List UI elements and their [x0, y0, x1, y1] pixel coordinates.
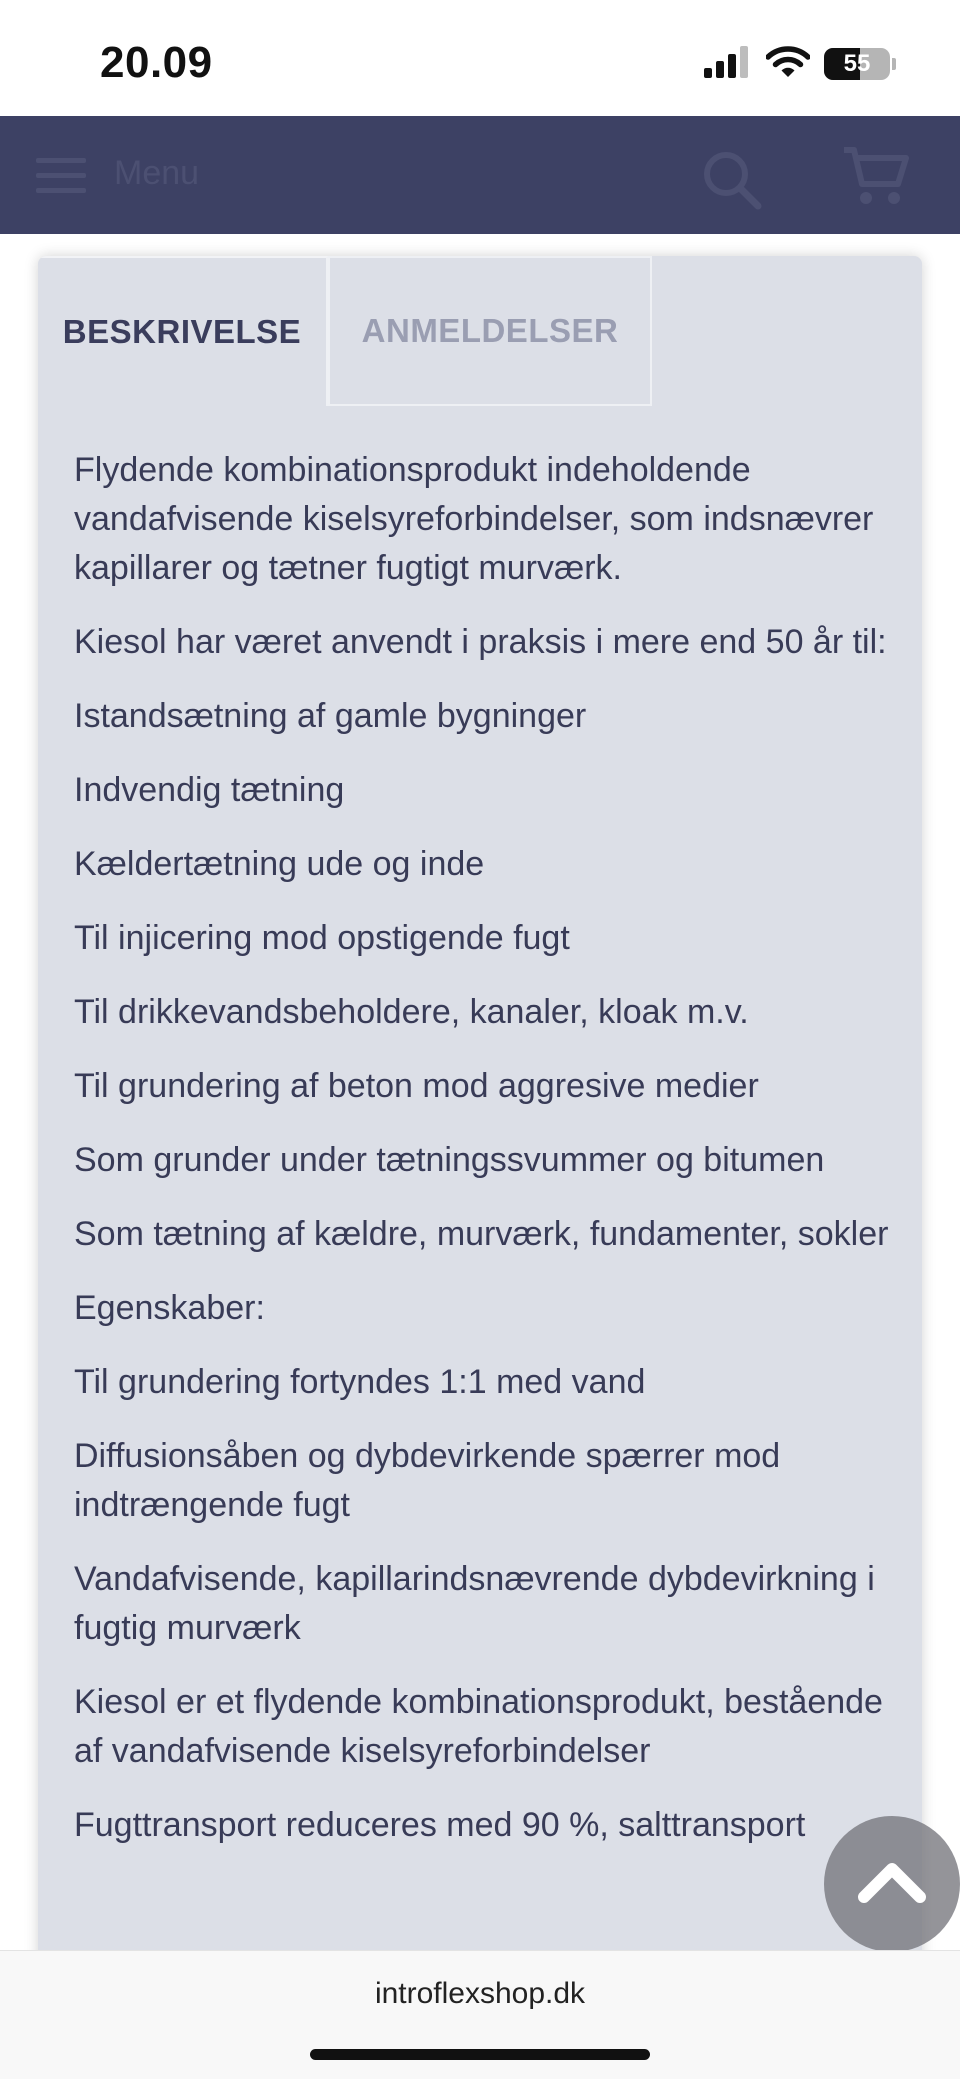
description-paragraph: Flydende kombinationsprodukt indeholdende vandafvisende kiselsyreforbindelser, som indsnævrer kapillarer og tætner fugtigt murværk.: [74, 451, 874, 587]
menu-label[interactable]: Menu: [114, 154, 200, 192]
tab-description[interactable]: BESKRIVELSE: [38, 256, 328, 406]
description-paragraph: Til drikkevandsbeholdere, kanaler, kloak m.v.: [74, 993, 749, 1031]
url-label[interactable]: introflexshop.dk: [374, 1977, 586, 2010]
description-paragraph: Til grundering af beton mod aggresive medier: [74, 1067, 759, 1105]
cart-icon[interactable]: [842, 146, 910, 215]
description-paragraph: Vandafvisende, kapillarindsnævrende dybdevirkning i fugtig murværk: [74, 1560, 875, 1647]
status-bar: [0, 0, 960, 116]
battery-icon: [824, 48, 890, 80]
tab-bar: [38, 256, 652, 406]
description-paragraph: Kiesol er et flydende kombinationsprodukt, bestående af vandafvisende kiselsyreforbindelser: [74, 1683, 883, 1770]
description-paragraph: Indvendig tætning: [74, 771, 345, 809]
product-info-panel: [38, 256, 922, 2016]
cellular-signal-icon: [704, 46, 752, 83]
tab-reviews[interactable]: ANMELDELSER: [328, 256, 652, 406]
status-time: 20.09: [100, 38, 213, 87]
product-description: [74, 446, 914, 1875]
description-paragraph: Egenskaber:: [74, 1289, 265, 1327]
browser-bottom-bar: [0, 1950, 960, 2079]
description-paragraph: Til grundering fortyndes 1:1 med vand: [74, 1363, 646, 1401]
scroll-to-top-button[interactable]: [824, 1816, 960, 1952]
battery-nub: [892, 58, 896, 70]
description-paragraph: Fugttransport reduceres med 90 %, salttransport: [74, 1806, 806, 1844]
description-paragraph: Kiesol har været anvendt i praksis i mere end 50 år til:: [74, 623, 887, 661]
status-icons: [704, 46, 896, 82]
chevron-up-icon: [856, 1859, 928, 1910]
description-paragraph: Som tætning af kældre, murværk, fundamenter, sokler: [74, 1215, 889, 1253]
description-paragraph: Til injicering mod opstigende fugt: [74, 919, 570, 957]
description-paragraph: Som grunder under tætningssvummer og bitumen: [74, 1141, 825, 1179]
description-paragraph: Kældertætning ude og inde: [74, 845, 485, 883]
description-paragraph: Istandsætning af gamle bygninger: [74, 697, 587, 735]
hamburger-icon[interactable]: [36, 156, 88, 201]
description-paragraph: Diffusionsåben og dybdevirkende spærrer mod indtrængende fugt: [74, 1437, 781, 1524]
wifi-icon: [766, 46, 810, 83]
battery-level: 55: [843, 50, 871, 77]
home-indicator[interactable]: [310, 2049, 650, 2060]
search-icon[interactable]: [700, 148, 764, 217]
site-nav-bar: [0, 116, 960, 234]
